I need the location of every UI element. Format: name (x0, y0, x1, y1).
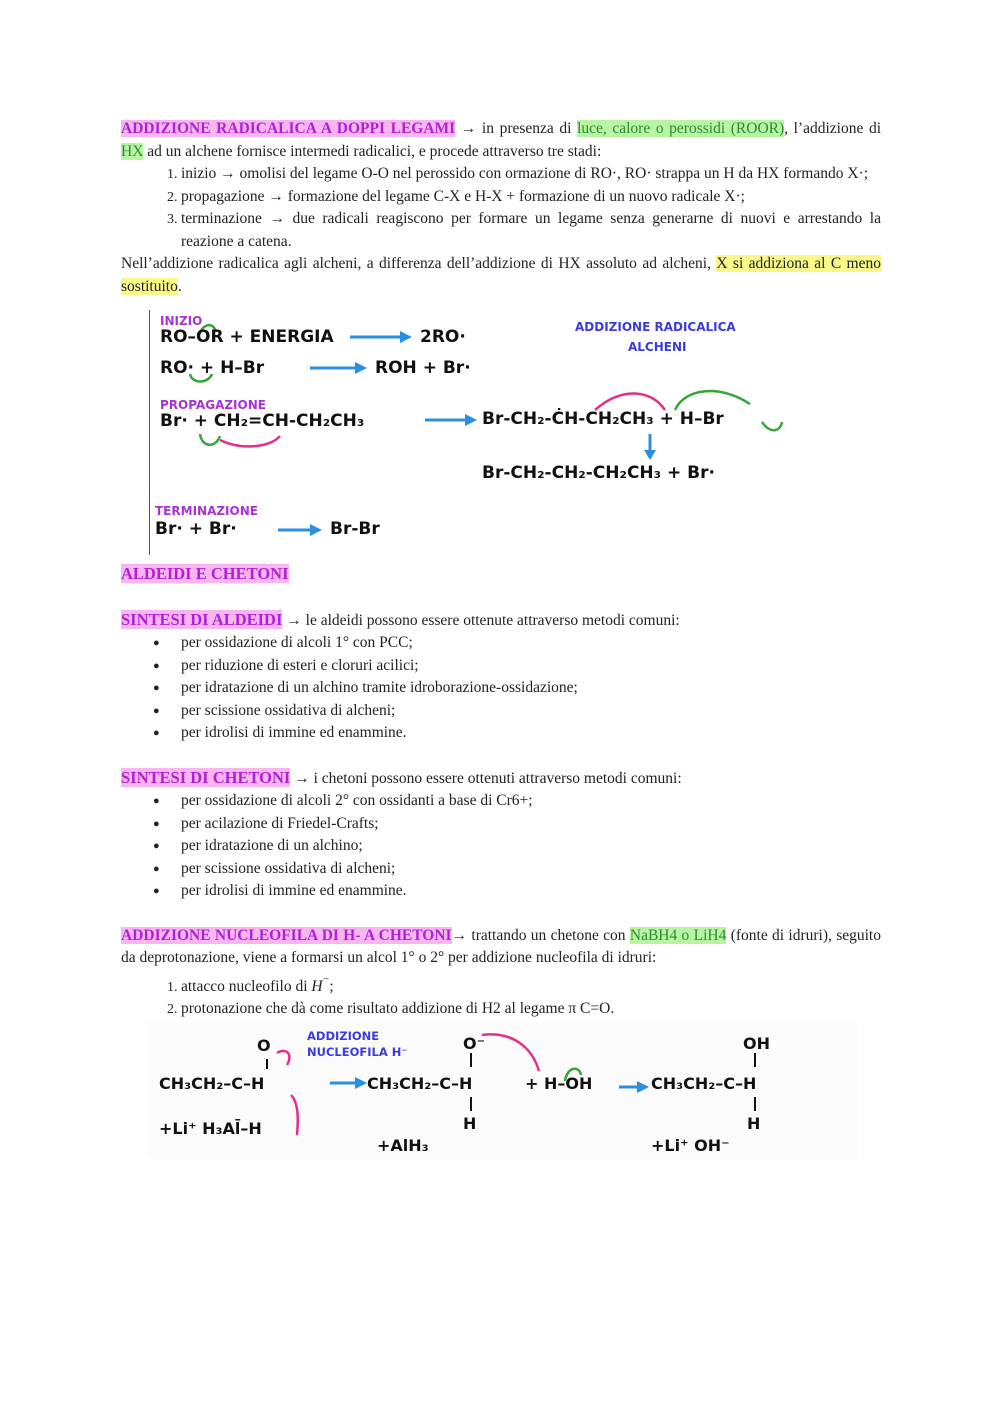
ketone-synthesis-paragraph: SINTESI DI CHETONI → i chetoni possono essere ottenuti attraverso metodi comuni: (121, 767, 682, 787)
list-item: ● per ossidazione di alcoli 1° con PCC; (181, 632, 881, 655)
list-item: ● per scissione ossidativa di alcheni; (181, 858, 881, 881)
alcohol-oh: OH (743, 1033, 770, 1053)
radical-note-paragraph: Nell’addizione radicalica agli alcheni, a differenza dell’addizione di HX assoluto ad alcheni, X si addiziona al C meno sostituito. (121, 255, 881, 295)
aldehyde-synthesis-paragraph: SINTESI DI ALDEIDI → le aldeidi possono essere ottenute attraverso metodi comuni: (121, 609, 680, 629)
list-item: ● per riduzione di esteri e cloruri acilici; (181, 655, 881, 678)
document-page (121, 118, 881, 1158)
reaction-3: Br· + CH₂=CH-CH₂CH₃ (160, 411, 365, 431)
section-title: SINTESI DI CHETONI (121, 767, 291, 787)
alkoxide-intermediate: CH₃CH₂–C–H (367, 1073, 473, 1093)
reaction-1: RO–OR + ENERGIA (160, 327, 334, 347)
list-item: ● per idrolisi di immine ed enammine. (181, 722, 881, 745)
section-title: ALDEIDI E CHETONI (121, 564, 289, 583)
alcohol-hydrogen: H (747, 1113, 761, 1133)
alcohol-product: CH₃CH₂–C–H (651, 1073, 757, 1093)
nucleophilic-addition-paragraph: ADDIZIONE NUCLEOFILA DI H- A CHETONI→ trattando un chetone con NaBH4 o LiH4 (fonte di idruri), seguito da deprotonazione, viene a formarsi un alcol 1° o 2° per addizione nucleofila di idruri: (121, 926, 881, 966)
nucleophilic-mechanism-figure (147, 1023, 857, 1158)
list-item: ● per idratazione di un alchino; (181, 835, 881, 858)
list-item: 3. terminazione → due radicali reagiscono per formare un legame senza generarne di nuovi e arrestando la reazione a catena. (181, 208, 881, 253)
lithium-hydroxide: +Li⁺ OH⁻ (651, 1135, 730, 1155)
list-item: ● per idratazione di un alchino tramite idroborazione-ossidazione; (181, 677, 881, 700)
aldehydes-ketones-heading (121, 563, 881, 587)
aluminium-byproduct: +AlH₃ (377, 1135, 429, 1155)
figure-title-line1: ADDIZIONE RADICALICA (575, 320, 736, 334)
highlight-rule: X si addiziona al C meno sostituito (121, 255, 881, 295)
reaction-2: RO· + H–Br (160, 358, 265, 378)
alkoxide-oxygen: O⁻ (463, 1033, 486, 1053)
reaction-5: Br· + Br· (155, 519, 237, 539)
aldehyde-methods-list (121, 632, 881, 745)
section-title: ADDIZIONE NUCLEOFILA DI H- A CHETONI (121, 926, 452, 944)
figure-label-line2: NUCLEOFILA H⁻ (307, 1044, 408, 1059)
list-item: 1. attacco nucleofilo di H⁻; (181, 970, 881, 999)
highlight-hx: HX (121, 142, 144, 160)
figure-title-line2: ALCHENI (628, 340, 687, 354)
water-reagent: + H–OH (525, 1073, 593, 1093)
alkoxide-hydrogen: H (463, 1113, 477, 1133)
list-item: ● per idrolisi di immine ed enammine. (181, 880, 881, 903)
radical-steps-list (121, 163, 881, 253)
ketone-reagent: CH₃CH₂–C–H (159, 1073, 265, 1093)
reaction-2-product: ROH + Br· (375, 358, 471, 378)
reaction-3-product: Br-CH₂-ĊH-CH₂CH₃ + H–Br (482, 409, 724, 429)
radical-mechanism-figure (149, 310, 810, 555)
ketone-oxygen: O (257, 1035, 271, 1055)
figure-label-line1: ADDIZIONE (307, 1028, 380, 1043)
step-label-propagazione: PROPAGAZIONE (160, 398, 266, 412)
list-item: ● per acilazione di Friedel-Crafts; (181, 813, 881, 836)
list-item: 2. propagazione → formazione del legame C-X e H-X + formazione di un nuovo radicale X·; (181, 186, 881, 209)
list-item: ● per scissione ossidativa di alcheni; (181, 700, 881, 723)
step-label-terminazione: TERMINAZIONE (155, 504, 258, 518)
step-label-inizio: INIZIO (160, 314, 203, 328)
reaction-4-product: Br-CH₂-CH₂-CH₂CH₃ + Br· (482, 463, 715, 483)
highlight-conditions: luce, calore o perossidi (ROOR) (577, 120, 785, 137)
nucleophilic-steps-list (121, 970, 881, 1021)
reaction-1-product: 2RO· (420, 327, 466, 347)
ketone-methods-list (121, 790, 881, 903)
radical-addition-paragraph: ADDIZIONE RADICALICA A DOPPI LEGAMI → in presenza di luce, calore o perossidi (ROOR), l’addizione di HX ad un alchene fornisce intermedi radicalici, e procede attraverso tre stadi: (121, 120, 882, 160)
list-item: 1. inizio → omolisi del legame O-O nel perossido con ormazione di RO·, RO· strappa un H da HX formando X·; (181, 163, 881, 186)
section-title: SINTESI DI ALDEIDI (121, 609, 283, 629)
section-title: ADDIZIONE RADICALICA A DOPPI LEGAMI (121, 120, 456, 137)
list-item: 2. protonazione che dà come risultato addizione di H2 al legame π C=O. (181, 998, 881, 1021)
highlight-reagents: NaBH4 o LiH4 (629, 926, 727, 944)
reaction-5-product: Br-Br (330, 519, 380, 539)
hydride-source: +Li⁺ H₃Al̄–H (159, 1118, 262, 1138)
list-item: ● per ossidazione di alcoli 2° con ossidanti a base di Cr6+; (181, 790, 881, 813)
